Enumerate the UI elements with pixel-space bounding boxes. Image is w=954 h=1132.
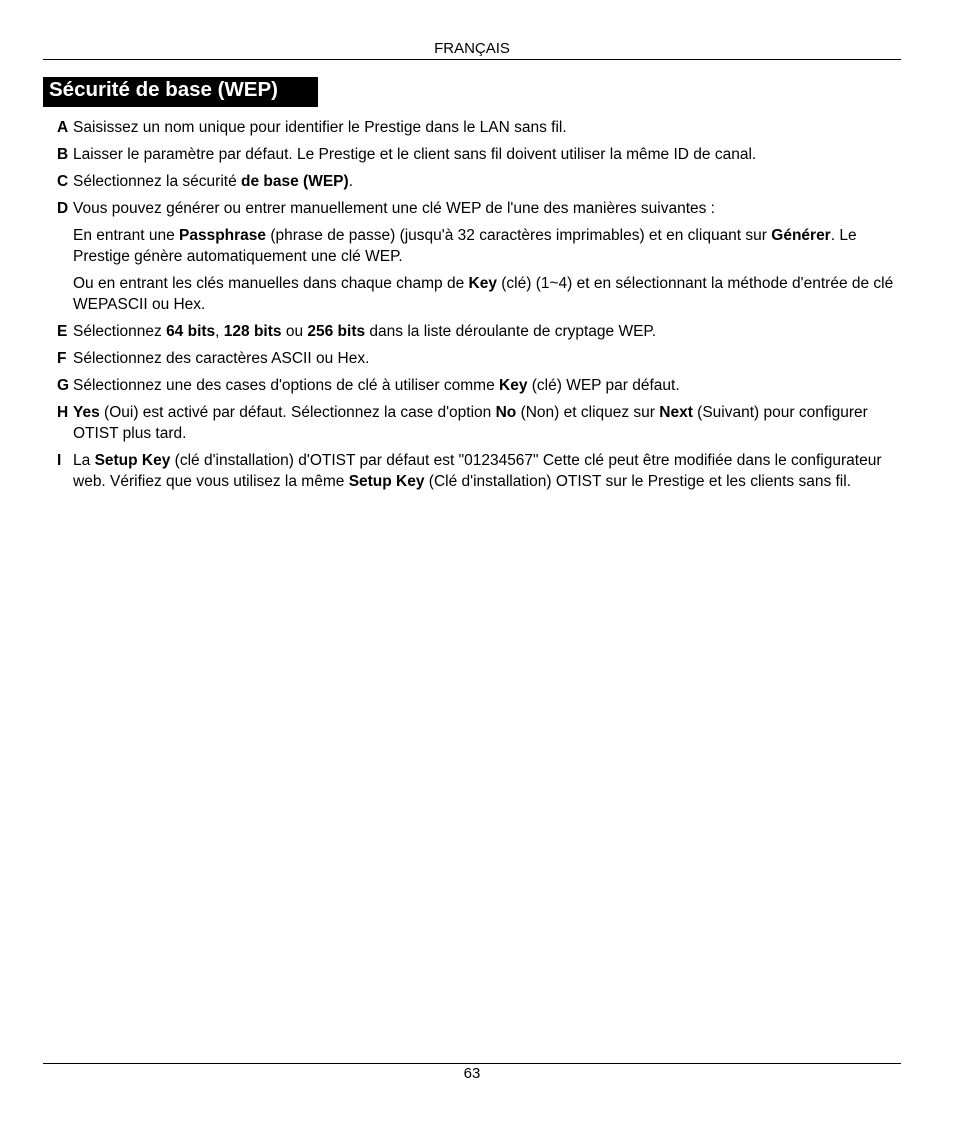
step-text: . <box>348 173 353 190</box>
step-letter: G <box>57 377 70 394</box>
step-bold-term: 64 bits <box>166 323 216 340</box>
step-e: E Sélectionnez 64 bits, 128 bits ou 256 bits dans la liste déroulante de cryptage WEP. <box>57 323 657 340</box>
step-a <box>57 117 902 138</box>
step-d <box>57 198 902 219</box>
step-letter: D <box>57 200 69 217</box>
step-letter: H <box>57 404 69 421</box>
step-b <box>57 144 902 165</box>
step-bold-term: Yes <box>73 404 100 421</box>
step-bold-term: Setup Key <box>94 452 171 469</box>
footer-rule <box>43 1063 901 1064</box>
step-f <box>57 348 902 369</box>
page-number: 63 <box>463 1065 481 1082</box>
step-letter: F <box>57 350 67 367</box>
step-bold-term: 128 bits <box>223 323 282 340</box>
step-d-option-passphrase: En entrant une Passphrase (phrase de passe) (jusqu'à 32 caractères imprimables) et en cliquant sur Générer. Le Prestige génère automatiquement une clé WEP. <box>73 227 857 265</box>
step-letter: B <box>57 146 69 163</box>
header-rule <box>43 59 901 60</box>
instruction-list <box>57 117 902 498</box>
step-letter: A <box>57 119 69 136</box>
step-text: Vous pouvez générer ou entrer manuellement une clé WEP de l'une des manières suivantes : <box>73 200 715 217</box>
step-bold-term: Next <box>659 404 693 421</box>
step-text: Sélectionnez la sécurité <box>73 173 242 190</box>
section-title: Sécurité de base (WEP) <box>43 77 318 107</box>
step-bold-term: Setup Key <box>348 473 425 490</box>
step-bold-term: Key <box>499 377 528 394</box>
step-letter: E <box>57 323 68 340</box>
step-c <box>57 171 902 192</box>
step-bold-term: Générer <box>771 227 831 244</box>
step-bold-term: Passphrase <box>179 227 267 244</box>
step-text: Saisissez un nom unique pour identifier le Prestige dans le LAN sans fil. <box>73 119 567 136</box>
step-bold-term: No <box>495 404 517 421</box>
step-bold-term: 256 bits <box>307 323 366 340</box>
step-i: I La Setup Key (clé d'installation) d'OTIST par défaut est "01234567" Cette clé peut être modifiée dans le configurateur web. Vérifiez que vous utilisez la même Setup Key (Clé d'installation) OTIST sur le Prestige et les clients sans fil. <box>57 452 882 490</box>
step-bold-term: Key <box>468 275 497 292</box>
step-bold-term: de base (WEP) <box>241 173 349 190</box>
step-letter: I <box>57 452 62 469</box>
step-h: H Yes (Oui) est activé par défaut. Sélectionnez la case d'option No (Non) et cliquez sur Next (Suivant) pour configurer OTIST plus tard. <box>57 404 868 442</box>
step-g: G Sélectionnez une des cases d'options de clé à utiliser comme Key (clé) WEP par défaut. <box>57 377 680 394</box>
step-letter: C <box>57 173 69 190</box>
step-text: Sélectionnez des caractères ASCII ou Hex. <box>73 350 370 367</box>
step-text: Laisser le paramètre par défaut. Le Prestige et le client sans fil doivent utiliser la même ID de canal. <box>73 146 757 163</box>
step-d-option-manual: Ou en entrant les clés manuelles dans chaque champ de Key (clé) (1~4) et en sélectionnant la méthode d'entrée de clé WEPASCII ou Hex. <box>73 275 894 313</box>
header-language: FRANÇAIS <box>434 40 510 57</box>
